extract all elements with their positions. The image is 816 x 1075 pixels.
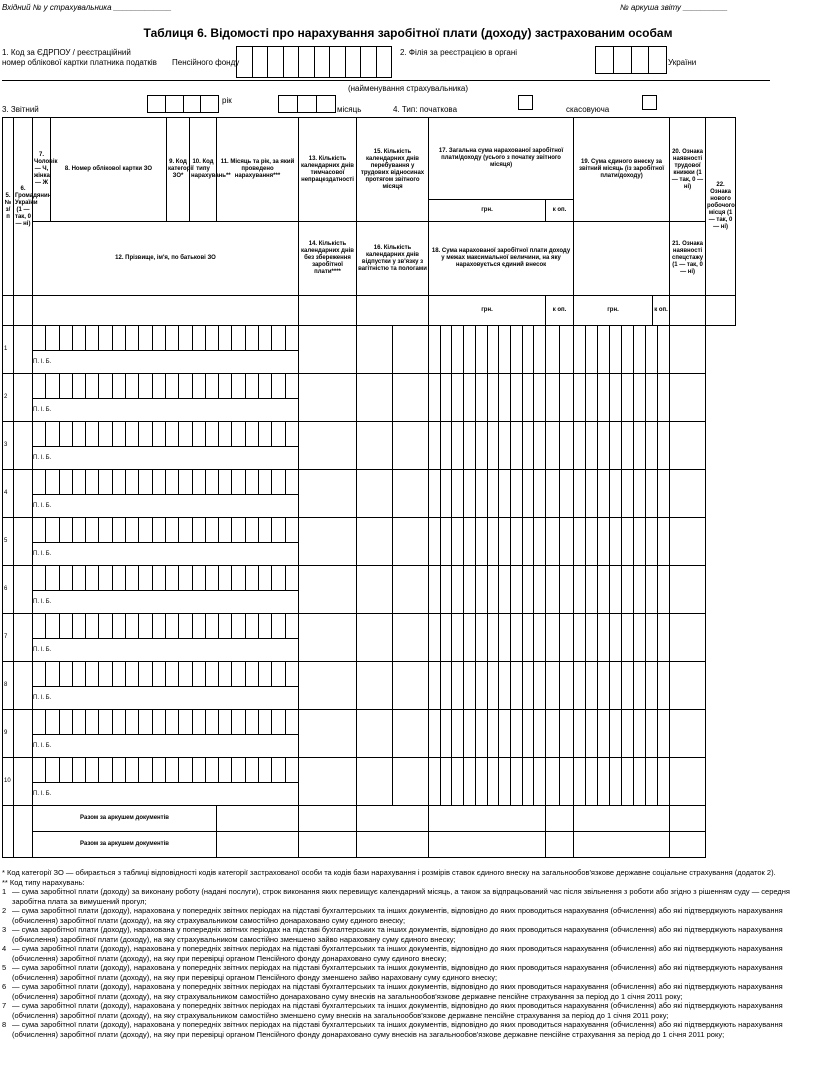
table-row — [3, 470, 814, 518]
work-days-cell[interactable] — [357, 710, 429, 758]
total-sum-kop-cell[interactable] — [546, 566, 574, 614]
workbook-cell[interactable] — [670, 710, 706, 758]
note-item-text: — сума заробітної плати (доходу), нарахована у попередніх звітних періодах на підставі бухгалтерських та інших документів, відповідно до яких проводиться нарахування (обчислення) або які підтверджують нарахування (обчислення) заробітної плати (доходу), на яку страхувальником самостійно донараховано суму єдиного внеску; — [12, 906, 783, 925]
citizen-cell[interactable] — [14, 710, 33, 758]
insurer-name-caption: (найменування страхувальника) — [347, 84, 469, 93]
row-number: 2 — [3, 374, 14, 422]
pib-label: П. І. Б. — [33, 455, 52, 461]
total-sum-kop-cell[interactable] — [546, 662, 574, 710]
person-cell[interactable] — [33, 326, 299, 374]
citizen-cell[interactable] — [14, 614, 33, 662]
sick-days-cell[interactable] — [299, 374, 357, 422]
person-cell[interactable] — [33, 470, 299, 518]
contribution-cell[interactable] — [574, 662, 670, 710]
total-sum-uah-cell[interactable] — [429, 566, 546, 614]
sick-days-cell[interactable] — [299, 566, 357, 614]
note-item-text: — сума заробітної плати (доходу), нарахована у попередніх звітних періодах на підставі бухгалтерських та інших документів, відповідно до яких проводиться нарахування (обчислення) або які підтверджують нарахування (обчислення) заробітної плати (доходу), на яку страхувальником самостійно зменшено суму внесків на загальнообов'язкове державне пенсійне страхування за період до 1 січня 2011 року; — [12, 1001, 783, 1020]
sick-days-cell[interactable] — [299, 518, 357, 566]
workbook-cell[interactable] — [670, 470, 706, 518]
total-sum-uah-cell[interactable] — [429, 614, 546, 662]
field-1-label-2: номер облікової картки платника податків — [2, 58, 157, 67]
contribution-cell[interactable] — [574, 470, 670, 518]
total-sum-uah-cell[interactable] — [429, 518, 546, 566]
note-item-number: 1 — [2, 887, 7, 896]
workbook-cell[interactable] — [670, 518, 706, 566]
contribution-cell[interactable] — [574, 566, 670, 614]
pension-fund-label: Пенсійного фонду — [172, 58, 240, 67]
sick-days-cell[interactable] — [299, 614, 357, 662]
sick-days-cell[interactable] — [299, 470, 357, 518]
work-days-cell[interactable] — [357, 614, 429, 662]
row-number: 9 — [3, 710, 14, 758]
citizen-cell[interactable] — [14, 566, 33, 614]
note-item-text: — сума заробітної плати (доходу), нарахована у попередніх звітних періодах на підставі бухгалтерських та інших документів, відповідно до яких проводиться нарахування (обчислення) або які підтверджують нарахування (обчислення) заробітної плати (доходу), на яку страхувальником самостійно зменшено зайво нараховану суму єдиного внеску; — [12, 925, 783, 944]
sick-days-cell[interactable] — [299, 422, 357, 470]
note-item — [2, 963, 812, 982]
workbook-cell[interactable] — [670, 614, 706, 662]
work-days-cell[interactable] — [357, 518, 429, 566]
col-16-header: 16. Кількість календарних днів відпустки у зв'язку з вагітністю та пологами — [357, 222, 429, 296]
citizen-cell[interactable] — [14, 518, 33, 566]
contribution-cell[interactable] — [574, 326, 670, 374]
col-15-header: 15. Кількість календарних днів перебування у трудових відносинах протягом звітного місяця — [357, 118, 429, 222]
branch-code-input[interactable] — [595, 46, 667, 74]
contribution-cell[interactable] — [574, 374, 670, 422]
pib-label: П. І. Б. — [33, 695, 52, 701]
note-item — [2, 906, 812, 925]
footnotes — [2, 868, 812, 1039]
pib-label: П. І. Б. — [33, 743, 52, 749]
note-item-number: 8 — [2, 1020, 7, 1029]
citizen-cell[interactable] — [14, 758, 33, 806]
total-sum-uah-cell[interactable] — [429, 662, 546, 710]
total-sum-uah-cell[interactable] — [429, 374, 546, 422]
pib-label: П. І. Б. — [33, 599, 52, 605]
note-item — [2, 982, 812, 1001]
note-item-number: 2 — [2, 906, 7, 915]
total-sum-kop-cell[interactable] — [546, 614, 574, 662]
work-days-cell[interactable] — [357, 422, 429, 470]
col-8-header: 8. Номер облікової картки ЗО — [51, 118, 167, 222]
table-row — [3, 422, 814, 470]
sick-days-cell[interactable] — [299, 758, 357, 806]
contribution-cell[interactable] — [574, 518, 670, 566]
note-item-text: — сума заробітної плати (доходу), нарахована у попередніх звітних періодах на підставі бухгалтерських та інших документів, відповідно до яких проводиться нарахування (обчислення) або які підтверджують нарахування (обчислення) заробітної плати (доходу), на яку при перевірці органом Пенсійного фонду зменшено зайво нараховану суму єдиного внеску; — [12, 963, 783, 982]
row-number: 7 — [3, 614, 14, 662]
row-number: 6 — [3, 566, 14, 614]
col-10-header: 10. Код типу нарахувань** — [190, 118, 217, 222]
workbook-cell[interactable] — [670, 566, 706, 614]
person-cell[interactable] — [33, 518, 299, 566]
cancel-type-checkbox[interactable] — [642, 95, 657, 110]
field-1-label: 1. Код за ЄДРПОУ / реєстраційний — [2, 48, 131, 57]
initial-type-checkbox[interactable] — [518, 95, 533, 110]
note-item-number: 5 — [2, 963, 7, 972]
note-category: * Код категорії ЗО — обирається з таблиці відповідності кодів категорії застрахованої особи та кодів бази нарахування і розмірів ставок єдиного внеску на загальнообов'язкове державне соціальне страхування (додаток 2). — [2, 868, 776, 877]
contribution-cell[interactable] — [574, 614, 670, 662]
accruals-table — [2, 117, 814, 858]
total-sum-kop-cell[interactable] — [546, 470, 574, 518]
col-6-header: 6. Громадянин України (1 — так, 0 — ні) — [14, 118, 33, 296]
work-days-cell[interactable] — [357, 662, 429, 710]
table-row — [3, 374, 814, 422]
pib-label: П. І. Б. — [33, 359, 52, 365]
contribution-cell[interactable] — [574, 422, 670, 470]
col-19-kop: к оп. — [653, 296, 670, 326]
workbook-cell[interactable] — [670, 662, 706, 710]
table-row — [3, 326, 814, 374]
citizen-cell[interactable] — [14, 422, 33, 470]
col-11-header: 11. Місяць та рік, за який проведено нарахування*** — [217, 118, 299, 222]
person-cell[interactable] — [33, 566, 299, 614]
citizen-cell[interactable] — [14, 470, 33, 518]
work-days-cell[interactable] — [357, 470, 429, 518]
col-9-header: 9. Код категорії ЗО* — [167, 118, 190, 222]
col-13-header: 13. Кількість календарних днів тимчасової непрацездатності — [299, 118, 357, 222]
note-item — [2, 1001, 812, 1020]
col-18-header: 18. Сума нарахованої заробітної плати доходу у межах максимальної величини, на яку нараховується єдиний внесок — [429, 222, 574, 296]
row-number: 10 — [3, 758, 14, 806]
table-row — [3, 710, 814, 758]
col-5-header: 5. № з/п — [3, 118, 14, 296]
col-20-header: 20. Ознака наявності трудової книжки (1 — так, 0 — ні) — [670, 118, 706, 222]
col-22-header: 22. Ознака нового робочого місця (1 — так, 0 — ні) — [706, 118, 736, 296]
pib-label: П. І. Б. — [33, 407, 52, 413]
total-sum-kop-cell[interactable] — [546, 422, 574, 470]
sick-days-cell[interactable] — [299, 326, 357, 374]
field-2-label: 2. Філія за реєстрацією в органі — [400, 48, 518, 57]
citizen-cell[interactable] — [14, 326, 33, 374]
row-number: 5 — [3, 518, 14, 566]
field-3-label: 3. Звітний — [2, 105, 39, 114]
total-row-1-label: Разом за аркушем документів — [33, 806, 217, 832]
incoming-number: Вхідний № у страхувальника _____________ — [2, 3, 172, 12]
citizen-cell[interactable] — [14, 662, 33, 710]
note-item-number: 4 — [2, 944, 7, 953]
col-17-uah: грн. — [429, 200, 546, 222]
note-item — [2, 925, 812, 944]
note-item-text: — сума заробітної плати (доходу) за виконану роботу (надані послуги), строк виконання яких перевищує календарний місяць, а також за відпрацьований час після звільнення з роботи або згідно з рішенням суду — середня заробітна плата за вимушений прогул; — [12, 887, 790, 906]
pib-label: П. І. Б. — [33, 791, 52, 797]
workbook-cell[interactable] — [670, 374, 706, 422]
pib-label: П. І. Б. — [33, 551, 52, 557]
note-accrual-type: ** Код типу нарахувань: — [2, 877, 85, 887]
note-item-text: — сума заробітної плати (доходу), нарахована у попередніх звітних періодах на підставі бухгалтерських та інших документів, відповідно до яких проводиться нарахування (обчислення) або які підтверджують нарахування (обчислення) заробітної плати (доходу), на яку при перевірці органом Пенсійного фонду донараховано суму єдиного внеску; — [12, 944, 783, 963]
col-14-header: 14. Кількість календарних днів без збереження заробітної плати**** — [299, 222, 357, 296]
work-days-cell[interactable] — [357, 758, 429, 806]
note-item-text: — сума заробітної плати (доходу), нарахована у попередніх звітних періодах на підставі бухгалтерських та інших документів, відповідно до яких проводиться нарахування (обчислення) або які підтверджують нарахування (обчислення) заробітної плати (доходу), на яку страхувальником самостійно донараховано суму внесків на загальнообов'язкове державне пенсійне страхування за період до 1 січня 2011 року; — [12, 982, 783, 1001]
year-label: рік — [222, 96, 232, 105]
note-item-text: — сума заробітної плати (доходу), нарахована у попередніх звітних періодах на підставі бухгалтерських та інших документів, відповідно до яких проводиться нарахування (обчислення) або які підтверджують нарахування (обчислення) заробітної плати (доходу), на яку при перевірці органом Пенсійного фонду донараховано суму внесків на загальнообов'язкове державне пенсійне страхування за період до 1 січня 2011 року; — [12, 1020, 783, 1039]
total-sum-kop-cell[interactable] — [546, 758, 574, 806]
row-number: 3 — [3, 422, 14, 470]
insurer-name-line[interactable] — [2, 80, 770, 81]
person-cell[interactable] — [33, 422, 299, 470]
work-days-cell[interactable] — [357, 326, 429, 374]
total-sum-uah-cell[interactable] — [429, 758, 546, 806]
note-item — [2, 1020, 812, 1039]
total-sum-kop-cell[interactable] — [546, 326, 574, 374]
person-cell[interactable] — [33, 758, 299, 806]
sheet-number: № аркуша звіту __________ — [620, 3, 728, 12]
contribution-cell[interactable] — [574, 758, 670, 806]
total-sum-kop-cell[interactable] — [546, 518, 574, 566]
table-row — [3, 518, 814, 566]
edrpou-input[interactable] — [236, 46, 392, 78]
work-days-cell[interactable] — [357, 566, 429, 614]
workbook-cell[interactable] — [670, 422, 706, 470]
row-number: 4 — [3, 470, 14, 518]
workbook-cell[interactable] — [670, 326, 706, 374]
col-7-header: 7. Чоловік — Ч, жінка — Ж — [33, 118, 51, 222]
report-month-input[interactable] — [278, 95, 336, 113]
total-sum-uah-cell[interactable] — [429, 422, 546, 470]
sick-days-cell[interactable] — [299, 662, 357, 710]
person-cell[interactable] — [33, 614, 299, 662]
sick-days-cell[interactable] — [299, 710, 357, 758]
col-12-header: 12. Прізвище, ім'я, по батькові ЗО — [33, 222, 299, 296]
month-label: місяць — [337, 105, 362, 114]
field-4-label: 4. Тип: початкова — [393, 105, 458, 114]
col-19-uah: грн. — [574, 296, 653, 326]
citizen-cell[interactable] — [14, 374, 33, 422]
total-sum-uah-cell[interactable] — [429, 710, 546, 758]
note-item-number: 3 — [2, 925, 7, 934]
note-item — [2, 887, 812, 906]
work-days-cell[interactable] — [357, 374, 429, 422]
total-sum-uah-cell[interactable] — [429, 470, 546, 518]
pib-label: П. І. Б. — [33, 503, 52, 509]
col-17-kop: к оп. — [546, 200, 574, 222]
table-row — [3, 662, 814, 710]
row-number: 1 — [3, 326, 14, 374]
col-18-uah: грн. — [429, 296, 546, 326]
table-row — [3, 614, 814, 662]
total-sum-kop-cell[interactable] — [546, 710, 574, 758]
note-item — [2, 944, 812, 963]
note-item-number: 7 — [2, 1001, 7, 1010]
person-cell[interactable] — [33, 374, 299, 422]
workbook-cell[interactable] — [670, 758, 706, 806]
report-year-input[interactable] — [147, 95, 219, 113]
total-row-2-label: Разом за аркушем документів — [33, 832, 217, 858]
col-18-kop: к оп. — [546, 296, 574, 326]
col-19-header: 19. Сума єдиного внеску за звітний місяць (із заробітної плати/доходу) — [574, 118, 670, 222]
pib-label: П. І. Б. — [33, 647, 52, 653]
cancel-label: скасовуюча — [566, 105, 610, 114]
page-title: Таблиця 6. Відомості про нарахування заробітної плати (доходу) застрахованим особам — [143, 26, 673, 40]
col-21-header: 21. Ознака наявності спецстажу (1 — так, 0 — ні) — [670, 222, 706, 296]
ukraine-label: України — [668, 58, 697, 67]
person-cell[interactable] — [33, 662, 299, 710]
col-17-header: 17. Загальна сума нарахованої заробітної плати/доходу (усього з початку звітного місяця) — [429, 118, 574, 200]
table-row — [3, 566, 814, 614]
total-sum-kop-cell[interactable] — [546, 374, 574, 422]
contribution-cell[interactable] — [574, 710, 670, 758]
note-item-number: 6 — [2, 982, 7, 991]
row-number: 8 — [3, 662, 14, 710]
person-cell[interactable] — [33, 710, 299, 758]
total-sum-uah-cell[interactable] — [429, 326, 546, 374]
table-row — [3, 758, 814, 806]
